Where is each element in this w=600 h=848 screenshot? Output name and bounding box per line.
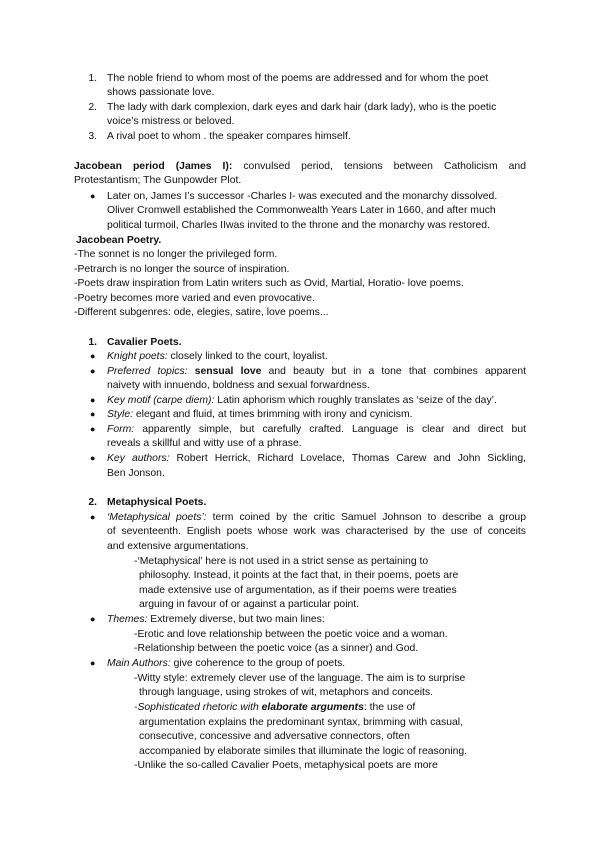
form-label: Form: xyxy=(107,424,135,435)
bullet-line: Later on, James I’s successor -Charles I- was executed and the monarchy dissolved. xyxy=(107,191,498,202)
knight-poets-line xyxy=(107,350,328,363)
metaphysical-definition-line2: of seventeenth. English poets whose work was characterised by the use of conceits xyxy=(107,526,526,537)
key-motif-line xyxy=(107,394,497,407)
style-label: Style: xyxy=(107,409,133,420)
form-line xyxy=(107,423,526,436)
poetry-line: -The sonnet is no longer the privileged form. xyxy=(74,249,278,260)
bullet-line: political turmoil, Charles IIwas invited to the throne and the monarchy was restored. xyxy=(107,220,490,231)
jacobean-period-text: convulsed period, tensions between Catholicism and xyxy=(232,161,526,172)
list-item-line: The noble friend to whom most of the poems are addressed and for whom the poet xyxy=(107,73,489,84)
style-line xyxy=(107,408,413,421)
jacobean-period-heading: Jacobean period (James I): xyxy=(74,161,233,172)
section-number: 1. xyxy=(88,337,97,348)
list-item-line: A rival poet to whom . the speaker compares himself. xyxy=(107,131,351,142)
poetry-line: -Poets draw inspiration from Latin writers such as Ovid, Martial, Horatio- love poems. xyxy=(74,278,464,289)
sub-note-line: made extensive use of argumentation, as if their poems were treaties xyxy=(139,585,457,596)
form-line2: reveals a skillful and witty use of a phrase. xyxy=(107,438,302,449)
bullet-icon: ● xyxy=(90,453,96,463)
metaphysical-definition-label: ‘Metaphysical poets’: xyxy=(107,512,207,523)
list-number: 2. xyxy=(88,102,97,113)
preferred-topics-line xyxy=(107,365,526,378)
metaphysical-definition-text: term coined by the critic Samuel Johnson to describe a group xyxy=(206,512,526,523)
bullet-icon: ● xyxy=(90,395,96,405)
bullet-icon: ● xyxy=(90,366,96,376)
bullet-icon: ● xyxy=(90,409,96,419)
theme-line: -Relationship between the poetic voice (as a sinner) and God. xyxy=(134,643,419,654)
bullet-icon: ● xyxy=(90,191,96,201)
metaphysical-definition-line3: and extensive argumentations. xyxy=(107,541,249,552)
poetry-line: -Petrarch is no longer the source of inspiration. xyxy=(74,264,290,275)
bullet-icon: ● xyxy=(90,512,96,522)
bullet-icon: ● xyxy=(90,424,96,434)
unlike-cavalier-line: -Unlike the so-called Cavalier Poets, metaphysical poets are more xyxy=(134,760,438,771)
form-text: apparently simple, but carefully crafted. Language is clear and direct but xyxy=(134,424,526,435)
metaphysical-heading: Metaphysical Poets. xyxy=(107,497,207,508)
preferred-topics-text: and beauty but in a tone that combines apparent xyxy=(261,366,527,377)
poetry-line: -Different subgenres: ode, elegies, satire, love poems... xyxy=(74,307,329,318)
rhetoric-line: argumentation explains the predominant syntax, brimming with casual, xyxy=(139,717,464,728)
bullet-line: Oliver Cromwell established the Commonwealth Years Later in 1660, and after much xyxy=(107,205,496,216)
preferred-topics-label: Preferred topics: xyxy=(107,366,188,377)
poetry-line: -Poetry becomes more varied and even provocative. xyxy=(74,293,315,304)
key-authors-line xyxy=(107,452,526,465)
witty-style-line: through language, using strokes of wit, metaphors and conceits. xyxy=(139,687,433,698)
bullet-icon: ● xyxy=(90,614,96,624)
key-authors-text: Robert Herrick, Richard Lovelace, Thomas Carew and John Sickling, xyxy=(169,453,526,464)
bullet-icon: ● xyxy=(90,658,96,668)
key-motif-text: Latin aphorism which roughly translates as ‘seize of the day’. xyxy=(214,395,497,406)
themes-text: Extremely diverse, but two main lines: xyxy=(147,614,325,625)
key-motif-label: Key motif (carpe diem): xyxy=(107,395,215,406)
list-number: 3. xyxy=(88,131,97,142)
list-item-line: voice’s mistress or beloved. xyxy=(107,116,235,127)
rhetoric-line xyxy=(134,701,415,714)
preferred-topics-line2: naivety with innuendo, boldness and sexual forwardness. xyxy=(107,380,370,391)
list-item-line: The lady with dark complexion, dark eyes and dark hair (dark lady), who is the poetic xyxy=(107,102,497,113)
key-authors-line2: Ben Jonson. xyxy=(107,468,165,479)
style-text: elegant and fluid, at times brimming with irony and cynicism. xyxy=(133,409,413,420)
themes-line xyxy=(107,613,325,626)
rhetoric-label: -Sophisticated rhetoric with xyxy=(134,702,262,713)
jacobean-poetry-heading: Jacobean Poetry. xyxy=(76,235,162,246)
elaborate-arguments-text: elaborate arguments xyxy=(261,702,364,713)
metaphysical-definition-line xyxy=(107,511,526,524)
sensual-love-text: sensual love xyxy=(194,366,262,377)
main-authors-text: give coherence to the group of poets. xyxy=(170,658,346,669)
theme-line: -Erotic and love relationship between the poetic voice and a woman. xyxy=(134,629,448,640)
sub-note-line: philosophy. Instead, it points at the fact that, in their poems, poets are xyxy=(139,570,459,581)
cavalier-heading: Cavalier Poets. xyxy=(107,337,182,348)
rhetoric-line: accompanied by elaborate similes that illuminate the logic of reasoning. xyxy=(139,746,468,757)
jacobean-period-line2: Protestantism; The Gunpowder Plot. xyxy=(74,175,242,186)
main-authors-line xyxy=(107,657,345,670)
themes-label: Themes: xyxy=(107,614,148,625)
bullet-icon: ● xyxy=(90,351,96,361)
sub-note-line: -‘Metaphysical’ here is not used in a strict sense as pertaining to xyxy=(134,556,429,567)
list-number: 1. xyxy=(88,73,97,84)
jacobean-period-line1 xyxy=(74,160,526,173)
knight-poets-text: closely linked to the court, loyalist. xyxy=(167,351,328,362)
list-item-line: shows passionate love. xyxy=(107,87,215,98)
main-authors-label: Main Authors: xyxy=(107,658,171,669)
key-authors-label: Key authors: xyxy=(107,453,170,464)
rhetoric-line: consecutive, concessive and adversative connectors, often xyxy=(139,731,410,742)
knight-poets-label: Knight poets: xyxy=(107,351,168,362)
witty-style-line: -Witty style: extremely clever use of the language. The aim is to surprise xyxy=(134,673,466,684)
section-number: 2. xyxy=(88,497,97,508)
rhetoric-text: : the use of xyxy=(363,702,416,713)
sub-note-line: arguing in favour of or against a particular point. xyxy=(139,599,360,610)
